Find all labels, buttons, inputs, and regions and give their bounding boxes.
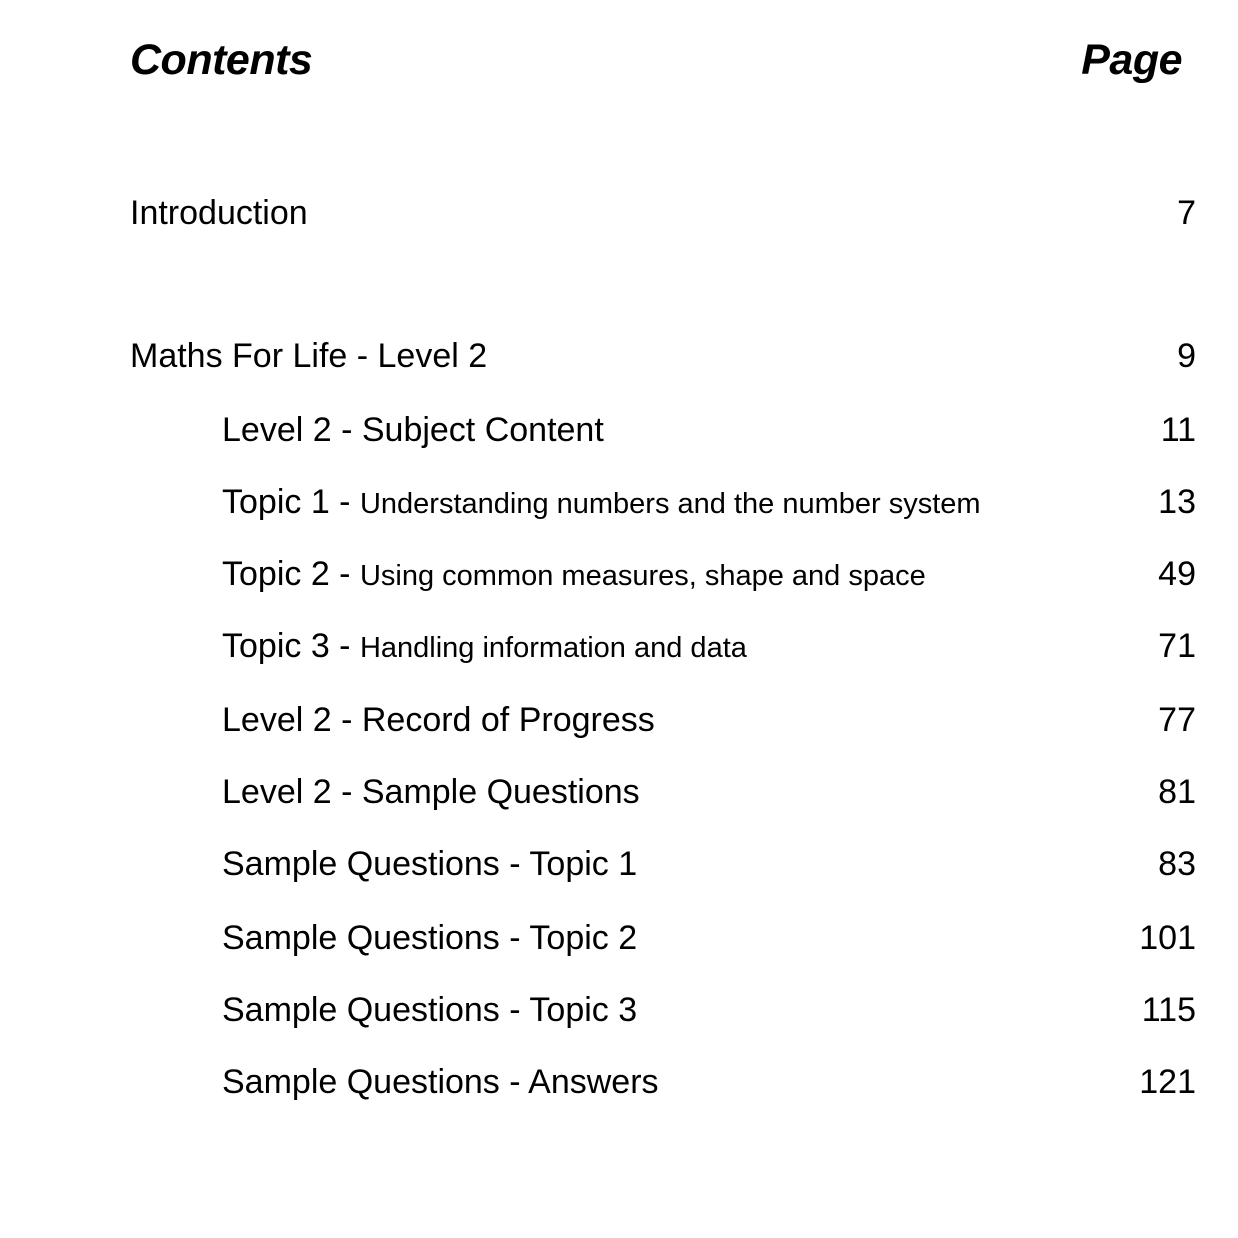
toc-entry-sample-topic-2[interactable] [0, 913, 1238, 963]
toc-entry-topic-2[interactable] [0, 549, 1238, 599]
toc-entry-label: Sample Questions - Topic 1 [222, 845, 638, 883]
toc-entry-page: 7 [1177, 194, 1196, 232]
toc-entry-page: 13 [1158, 483, 1196, 521]
toc-entry-sample-questions[interactable] [0, 767, 1238, 817]
contents-header [130, 30, 1196, 90]
toc-entry-label: Introduction [130, 194, 308, 232]
toc-entry-page: 121 [1139, 1063, 1196, 1101]
toc-entry-label: Sample Questions - Topic 2 [222, 919, 638, 957]
toc-entry-record-of-progress[interactable] [0, 695, 1238, 745]
toc-entry-page: 101 [1139, 919, 1196, 957]
toc-entry-topic-3[interactable] [0, 621, 1238, 671]
toc-entry-title: Using common measures, shape and space [359, 560, 926, 592]
toc-entry-prefix: Topic 1 - [222, 483, 360, 521]
toc-entry-sample-topic-3[interactable] [0, 985, 1238, 1035]
toc-entry-page: 49 [1158, 555, 1196, 593]
toc-entry-topic-1[interactable] [0, 477, 1238, 527]
toc-entry-label [222, 477, 981, 529]
toc-entry-prefix: Topic 2 - [222, 555, 360, 593]
toc-entry-page: 83 [1158, 845, 1196, 883]
toc-entry-page: 9 [1177, 337, 1196, 375]
page-heading: Page [1081, 36, 1182, 84]
toc-entry-prefix: Topic 3 - [222, 627, 360, 665]
toc-entry-label: Sample Questions - Answers [222, 1063, 659, 1101]
toc-entry-page: 71 [1158, 627, 1196, 665]
toc-entry-page: 81 [1158, 773, 1196, 811]
toc-entry-label: Level 2 - Record of Progress [222, 701, 655, 739]
toc-entry-label [222, 549, 926, 601]
toc-entry-label: Level 2 - Sample Questions [222, 773, 640, 811]
toc-entry-page: 115 [1141, 991, 1196, 1029]
toc-entry-page: 11 [1160, 411, 1196, 449]
toc-entry-maths-for-life[interactable] [0, 331, 1238, 381]
toc-entry-title: Handling information and data [359, 632, 747, 664]
toc-entry-label: Maths For Life - Level 2 [130, 337, 488, 375]
toc-entry-label: Sample Questions - Topic 3 [222, 991, 638, 1029]
toc-entry-sample-topic-1[interactable] [0, 839, 1238, 889]
toc-entry-sample-answers[interactable] [0, 1057, 1238, 1107]
toc-entry-title: Understanding numbers and the number system [359, 488, 981, 520]
toc-entry-page: 77 [1158, 701, 1196, 739]
toc-entry-subject-content[interactable] [0, 405, 1238, 455]
toc-entry-label [222, 621, 747, 673]
toc-entry-introduction[interactable] [0, 188, 1238, 238]
contents-heading: Contents [130, 36, 313, 84]
toc-entry-label: Level 2 - Subject Content [222, 411, 604, 449]
